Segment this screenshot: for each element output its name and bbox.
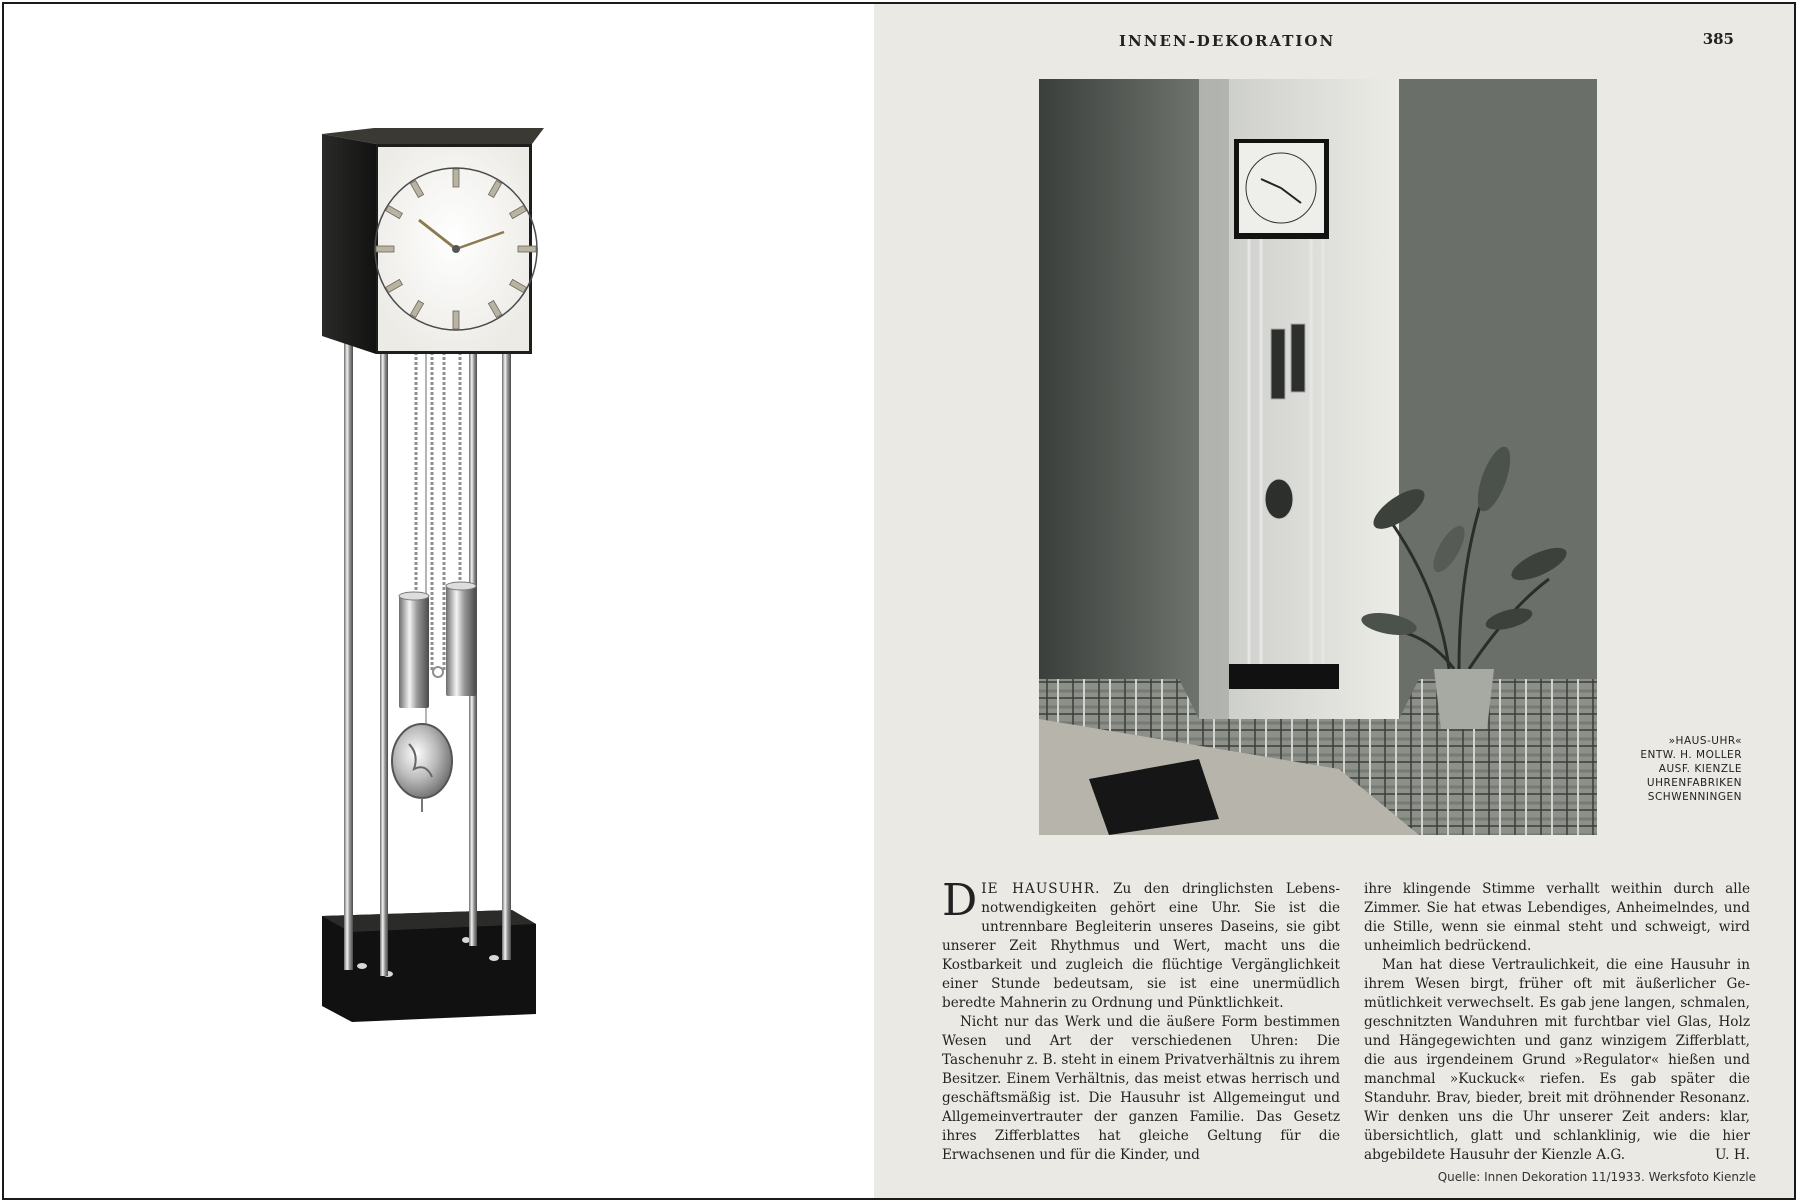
drop-cap: D: [942, 875, 978, 926]
magazine-header: INNEN-DEKORATION: [1119, 32, 1336, 50]
article-text: Man hat diese Vertraulichkeit, die eine Hausuhr in ihrem Wesen birgt, früher oft mit äußerlicher Gemütlichkeit verwechselt. Es gab jene langen, schmalen, geschnitzten Wanduhren mit furchtbar viel Glas, Holz und Hängegewichten und ganz winzigem Zifferblatt, die aus irgendeinem Grund »Regulator« hießen und manchmal »Kuckuck« riefen. Es gab später die Standuhr. Brav, bieder, breit mit dröhnender Resonanz. Wir denken uns die Uhr unserer Zeit anders: klar, übersichtlich, glatt und schlanklinig, wie die hier abgebildete Hausuhr der Kienzle A.G.: [1364, 957, 1750, 1163]
article-column-2: [1364, 880, 1750, 1165]
magazine-photo: [1039, 79, 1597, 835]
source-note: Quelle: Innen Dekoration 11/1933. Werksfoto Kienzle: [1437, 1170, 1756, 1184]
caption-line: AUSF. KIENZLE: [1658, 763, 1742, 775]
magazine-page: [874, 4, 1794, 1198]
caption-line: SCHWENNINGEN: [1647, 791, 1742, 803]
caption-line: »HAUS-UHR«: [1668, 735, 1742, 747]
clock-product-image: [4, 4, 874, 1198]
article-column-1: [942, 875, 1340, 1165]
article-paragraph: [942, 875, 1340, 1013]
caption-line: ENTW. H. MOLLER: [1640, 749, 1742, 761]
author-initials: U. H.: [1714, 1147, 1750, 1163]
article-headword: IE HAUSUHR.: [981, 881, 1101, 897]
page-number: 385: [1702, 30, 1734, 48]
caption-line: UHRENFABRIKEN: [1646, 777, 1742, 789]
article-paragraph: ihre klingende Stimme verhallt weithin durch alle Zimmer. Sie hat etwas Lebendiges, Anheimelndes, und die Stille, wenn sie einmal steht und schweigt, wird unheimlich bedrückend.: [1364, 881, 1750, 954]
article-paragraph: Nicht nur das Werk und die äußere Form bestimmen Wesen und Art der verschiedenen Uhren: Die Taschenuhr z. B. steht in einem Privatverhältnis zu ihrem Besitzer. Einem Verhältnis, das meist etwas herrisch und geschäftsmäßig ist. Die Hausuhr ist Allgemeingut und Allgemeinvertrauter der ganzen Familie. Das Gesetz ihres Zifferblattes hat gleiche Geltung für die Erwachsenen und für die Kinder, und: [942, 1014, 1340, 1163]
photo-caption: [1602, 734, 1742, 804]
article-text: Zu den dringlichsten Lebensnotwendigkeiten gehört eine Uhr. Sie ist die untrennbare Begleiterin unseres Daseins, sie gibt unserer Zeit Rhythmus und Wert, macht uns die Kostbarkeit und zugleich die flüchtige Vergänglichkeit einer Stunde bedeutsam, sie ist eine unermüdlich beredte Mahnerin zu Ordnung und Pünktlichkeit.: [942, 881, 1340, 1011]
article-paragraph: [1364, 956, 1750, 1165]
clock-photo-panel: [4, 4, 874, 1198]
spread-frame: [2, 2, 1796, 1200]
